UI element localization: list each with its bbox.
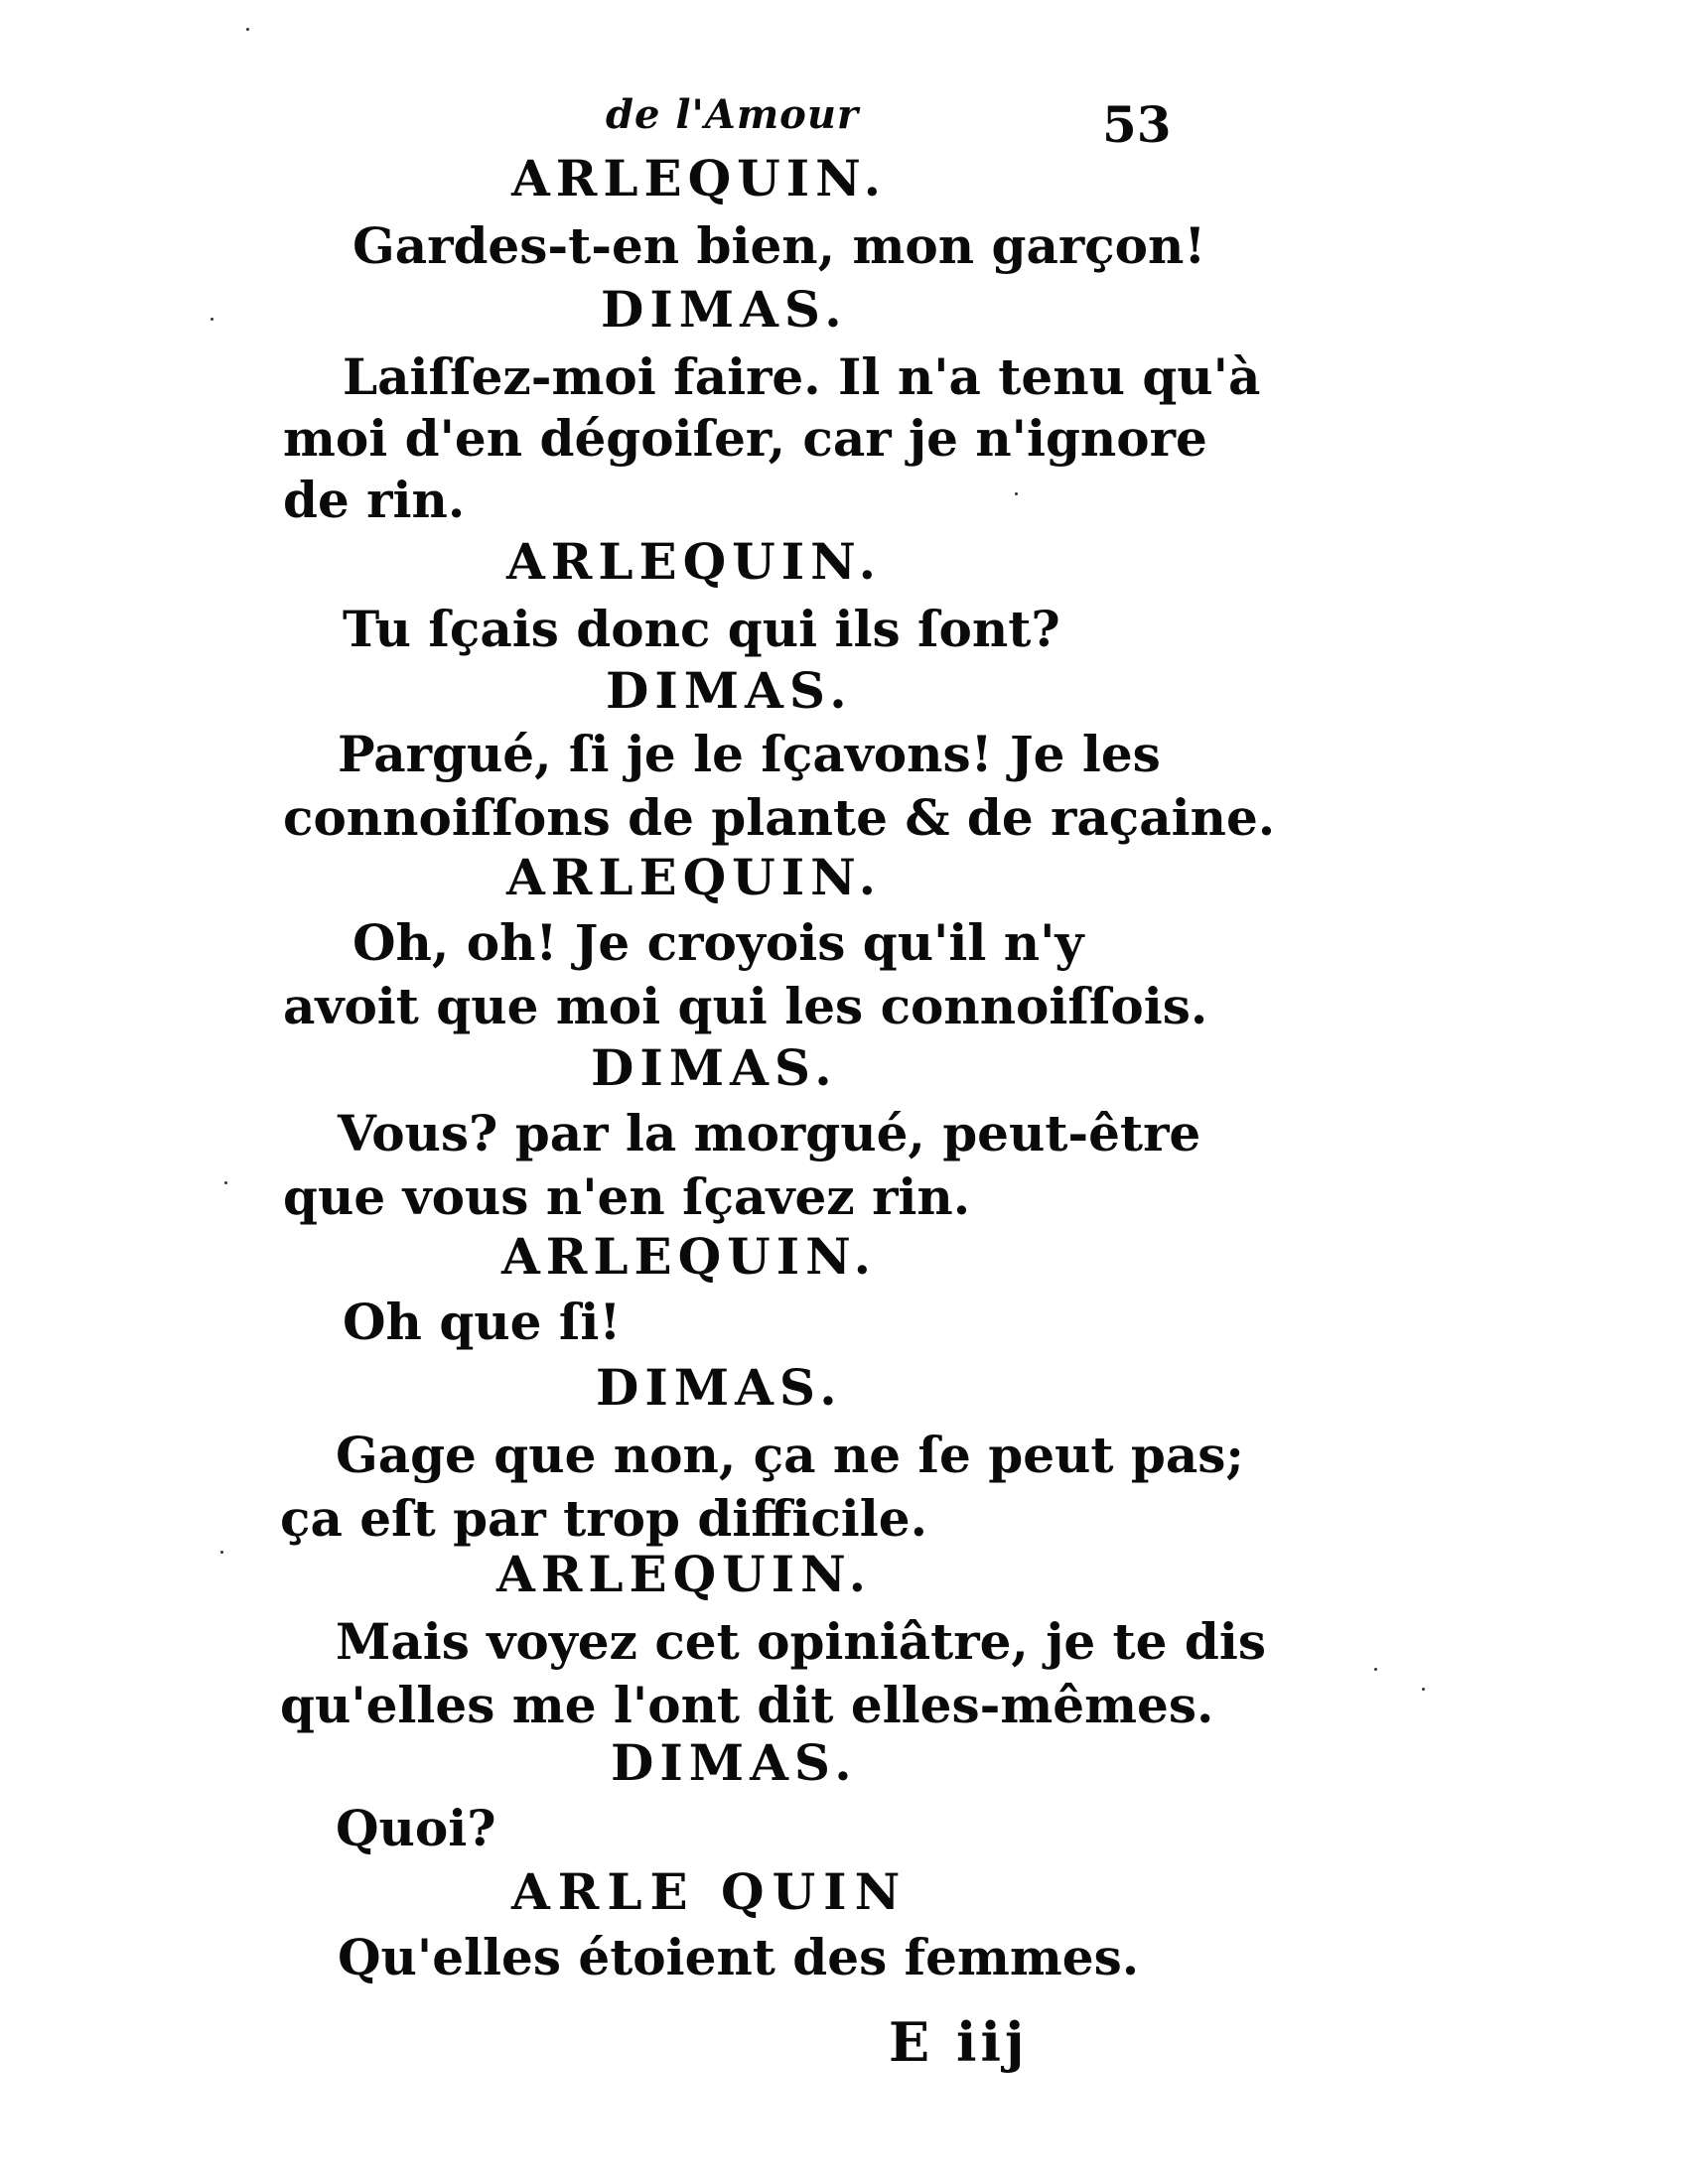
page-number: 53 bbox=[1102, 95, 1172, 154]
speaker-name: ARLEQUIN. bbox=[511, 149, 888, 207]
scan-speck bbox=[224, 1181, 227, 1184]
speaker-name: DIMAS. bbox=[601, 280, 848, 339]
scan-speck bbox=[1422, 1688, 1425, 1691]
dialogue-line: Gage que non, ça ne ſe peut pas; bbox=[336, 1426, 1244, 1484]
speaker-name: DIMAS. bbox=[591, 1038, 838, 1097]
dialogue-line: Laiſſez-moi faire. Il n'a tenu qu'à bbox=[343, 347, 1261, 406]
dialogue-line: Oh, oh! Je croyois qu'il n'y bbox=[352, 913, 1084, 972]
scan-speck bbox=[1374, 1668, 1377, 1671]
dialogue-line: ça eſt par trop difficile. bbox=[280, 1489, 927, 1548]
scan-speck bbox=[220, 1551, 223, 1554]
speaker-name: ARLEQUIN. bbox=[506, 848, 883, 906]
speaker-name: ARLEQUIN. bbox=[496, 1545, 873, 1603]
dialogue-line: moi d'en dégoiſer, car je n'ignore bbox=[283, 409, 1207, 468]
speaker-name: ARLEQUIN. bbox=[501, 1227, 878, 1286]
scan-speck bbox=[246, 28, 249, 31]
dialogue-line: Tu ſçais donc qui ils ſont? bbox=[343, 600, 1060, 658]
speaker-name: DIMAS. bbox=[611, 1733, 858, 1792]
speaker-name: ARLEQUIN. bbox=[506, 532, 883, 591]
dialogue-line: qu'elles me l'ont dit elles-mêmes. bbox=[280, 1676, 1214, 1734]
dialogue-line: avoit que moi qui les connoiſſois. bbox=[283, 977, 1208, 1035]
dialogue-line: Mais voyez cet opiniâtre, je te dis bbox=[336, 1612, 1266, 1671]
speaker-name: DIMAS. bbox=[606, 661, 853, 720]
dialogue-line: Oh que ſi! bbox=[343, 1293, 622, 1351]
speaker-name: DIMAS. bbox=[596, 1358, 843, 1417]
dialogue-line: de rin. bbox=[283, 471, 466, 529]
scan-speck bbox=[211, 318, 213, 321]
dialogue-line: Vous? par la morgué, peut-être bbox=[338, 1104, 1201, 1162]
scan-speck bbox=[1015, 492, 1018, 495]
running-head: de l'Amour bbox=[606, 91, 859, 138]
dialogue-line: Pargué, ſi je le ſçavons! Je les bbox=[338, 725, 1161, 783]
speaker-name: ARLE QUIN bbox=[511, 1862, 909, 1921]
signature-mark: E iij bbox=[889, 2010, 1029, 2074]
dialogue-line: connoiſſons de plante & de raçaine. bbox=[283, 788, 1276, 847]
dialogue-line: que vous n'en ſçavez rin. bbox=[283, 1167, 971, 1226]
dialogue-line: Gardes-t-en bien, mon garçon! bbox=[352, 216, 1206, 275]
dialogue-line: Qu'elles étoient des femmes. bbox=[338, 1928, 1140, 1986]
dialogue-line: Quoi? bbox=[336, 1799, 496, 1857]
